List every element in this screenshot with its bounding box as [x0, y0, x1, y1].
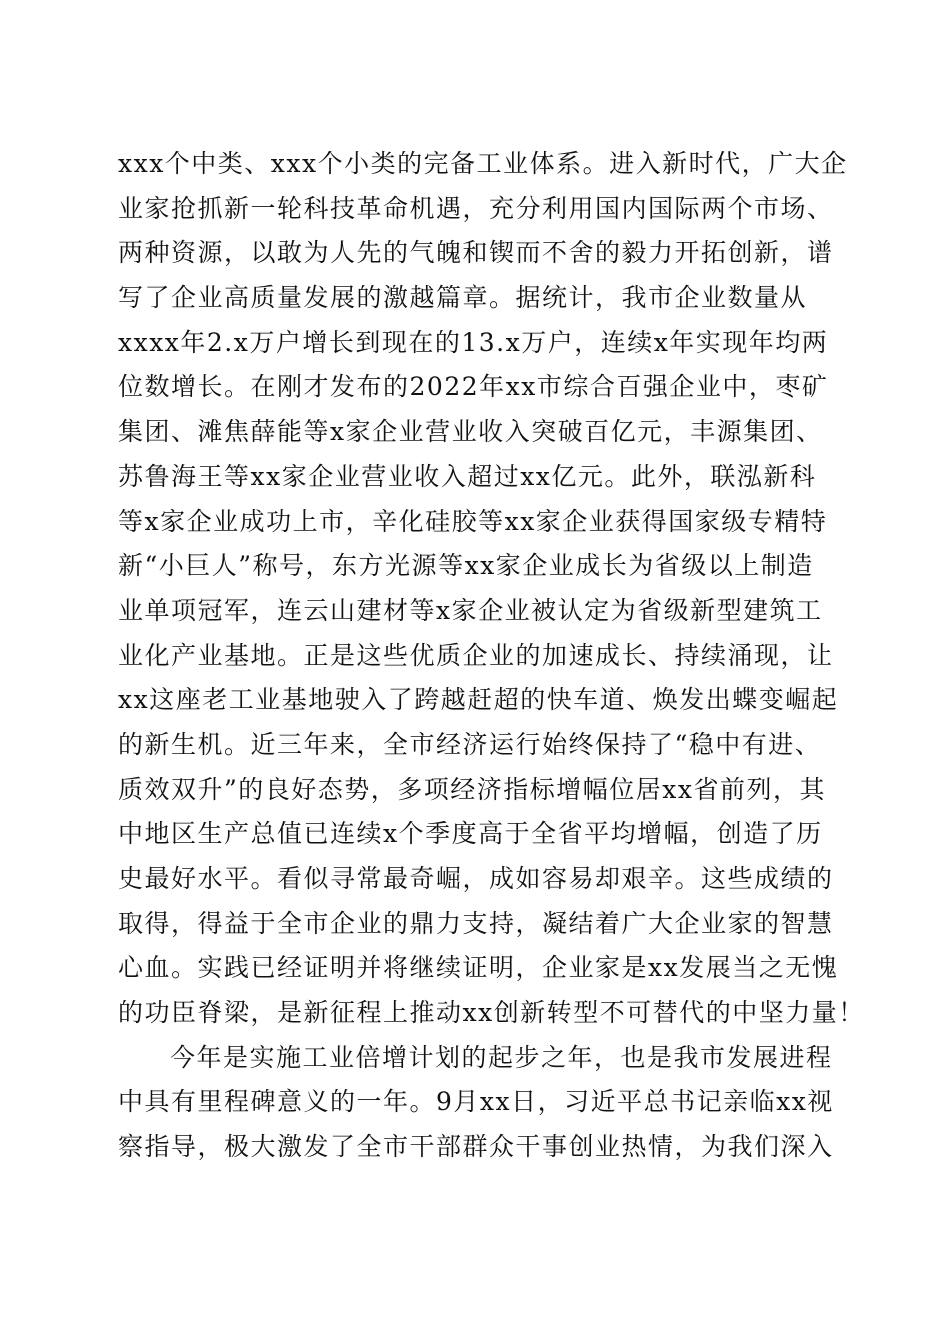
text-line: 业家抢抓新一轮科技革命机遇，充分利用国内国际两个市场、	[118, 193, 834, 223]
text-line: 业化产业基地。正是这些优质企业的加速成长、持续涌现，让	[118, 640, 834, 670]
text-line: 写了企业高质量发展的激越篇章。据统计，我市企业数量从	[118, 283, 808, 313]
text-line: 的新生机。近三年来，全市经济运行始终保持了“稳中有进、	[118, 729, 822, 759]
text-line: 史最好水平。看似寻常最奇崛，成如容易却艰辛。这些成绩的	[118, 864, 834, 893]
text-line: 察指导，极大激发了全市干部群众干事创业热情，为我们深入	[118, 1132, 834, 1162]
text-line: xxx个中类、xxx个小类的完备工业体系。进入新时代，广大企	[118, 149, 848, 178]
text-line: 质效双升”的良好态势，多项经济指标增幅位居xx省前列，其	[118, 774, 826, 804]
text-line: 中地区生产总值已连续x个季度高于全省平均增幅，创造了历	[118, 819, 823, 849]
text-line: xx这座老工业基地驶入了跨越赶超的快车道、焕发出蝶变崛起	[118, 685, 839, 715]
text-line: 业单项冠军，连云山建材等x家企业被认定为省级新型建筑工	[118, 595, 823, 625]
document-body	[118, 142, 865, 1170]
text-line: 中具有里程碑意义的一年。9月xx日，习近平总书记亲临xx视	[118, 1087, 834, 1117]
text-line: 心血。实践已经证明并将继续证明，企业家是xx发展当之无愧	[118, 953, 839, 983]
text-line: 取得，得益于全市企业的鼎力支持，凝结着广大企业家的智慧	[118, 908, 834, 938]
text-line: 苏鲁海王等xx家企业营业收入超过xx亿元。此外，联泓新科	[118, 461, 817, 491]
text-line: 位数增长。在刚才发布的2022年xx市综合百强企业中，枣矿	[118, 372, 829, 402]
text-line: 的功臣脊梁，是新征程上推动xx创新转型不可替代的中坚力量！	[118, 998, 865, 1028]
paragraph-start-line: 今年是实施工业倍增计划的起步之年，也是我市发展进程	[170, 1042, 833, 1072]
text-line: 两种资源，以敢为人先的气魄和锲而不舍的毅力开拓创新，谱	[118, 238, 834, 268]
text-line: 等x家企业成功上市，辛化硅胶等xx家企业获得国家级专精特	[118, 506, 828, 536]
text-line: 新“小巨人”称号，东方光源等xx家企业成长为省级以上制造	[118, 551, 814, 581]
text-line: 集团、滩焦薛能等x家企业营业收入突破百亿元，丰源集团、	[118, 417, 823, 447]
text-line: xxxx年2.x万户增长到现在的13.x万户，连续x年实现年均两	[118, 327, 829, 357]
